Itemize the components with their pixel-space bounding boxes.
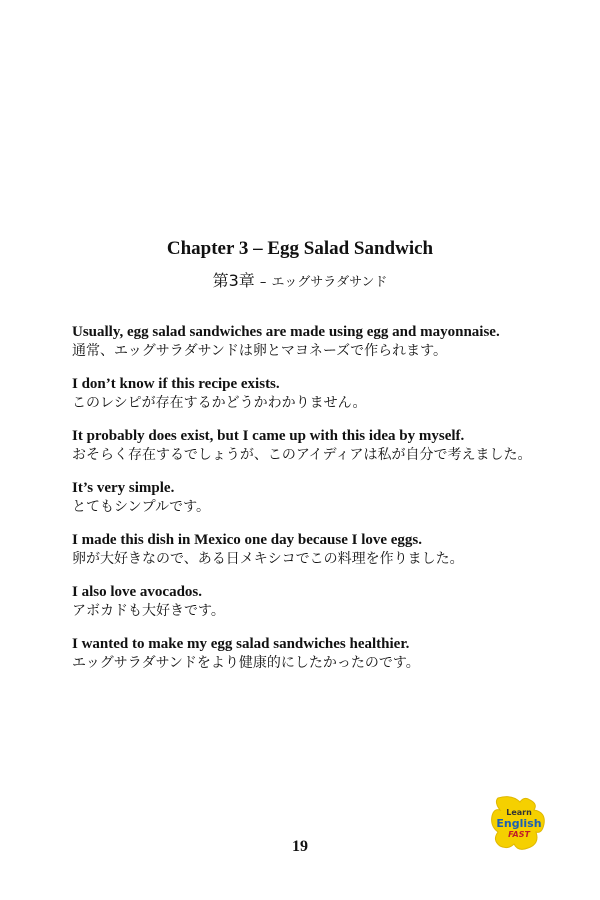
logo-line-learn: Learn — [506, 808, 532, 817]
chapter-number-jp: 第3章 — [212, 271, 255, 290]
logo-line-english: English — [496, 817, 542, 830]
english-sentence: I made this dish in Mexico one day because I love eggs. — [72, 532, 423, 548]
english-sentence: I don’t know if this recipe exists. — [72, 376, 280, 392]
sentence-list — [72, 323, 532, 687]
sentence-pair — [72, 375, 532, 413]
english-sentence: I wanted to make my egg salad sandwiches healthier. — [72, 636, 410, 652]
learn-english-fast-logo — [488, 792, 550, 854]
sentence-pair — [72, 427, 532, 465]
sentence-pair — [72, 531, 532, 569]
japanese-sentence: とてもシンプルです。 — [72, 499, 210, 515]
chapter-title-jp: エッグサラダサンド — [271, 275, 388, 290]
sentence-pair — [72, 479, 532, 517]
japanese-sentence: このレシピが存在するかどうかわかりません。 — [72, 395, 367, 411]
english-sentence: Usually, egg salad sandwiches are made using egg and mayonnaise. — [72, 324, 500, 340]
japanese-sentence: エッグサラダサンドをより健康的にしたかったのです。 — [72, 655, 420, 671]
page-number: 19 — [292, 838, 308, 855]
english-sentence: It probably does exist, but I came up with this idea by myself. — [72, 428, 465, 444]
chapter-title: Chapter 3 – Egg Salad Sandwich — [166, 238, 434, 259]
chapter-subtitle-jp — [0, 268, 600, 291]
logo-line-fast: FAST — [508, 830, 530, 839]
sentence-pair — [72, 635, 532, 673]
japanese-sentence: おそらく存在するでしょうが、このアイディアは私が自分で考えました。 — [72, 447, 532, 463]
chapter-dash: – — [259, 275, 267, 290]
japanese-sentence: 卵が大好きなので、ある日メキシコでこの料理を作りました。 — [72, 551, 464, 567]
english-sentence: It’s very simple. — [72, 480, 175, 496]
english-sentence: I also love avocados. — [72, 584, 203, 600]
japanese-sentence: 通常、エッグサラダサンドは卵とマヨネーズで作られます。 — [72, 343, 448, 359]
sentence-pair — [72, 583, 532, 621]
sentence-pair — [72, 323, 532, 361]
japanese-sentence: アボカドも大好きです。 — [72, 603, 225, 619]
